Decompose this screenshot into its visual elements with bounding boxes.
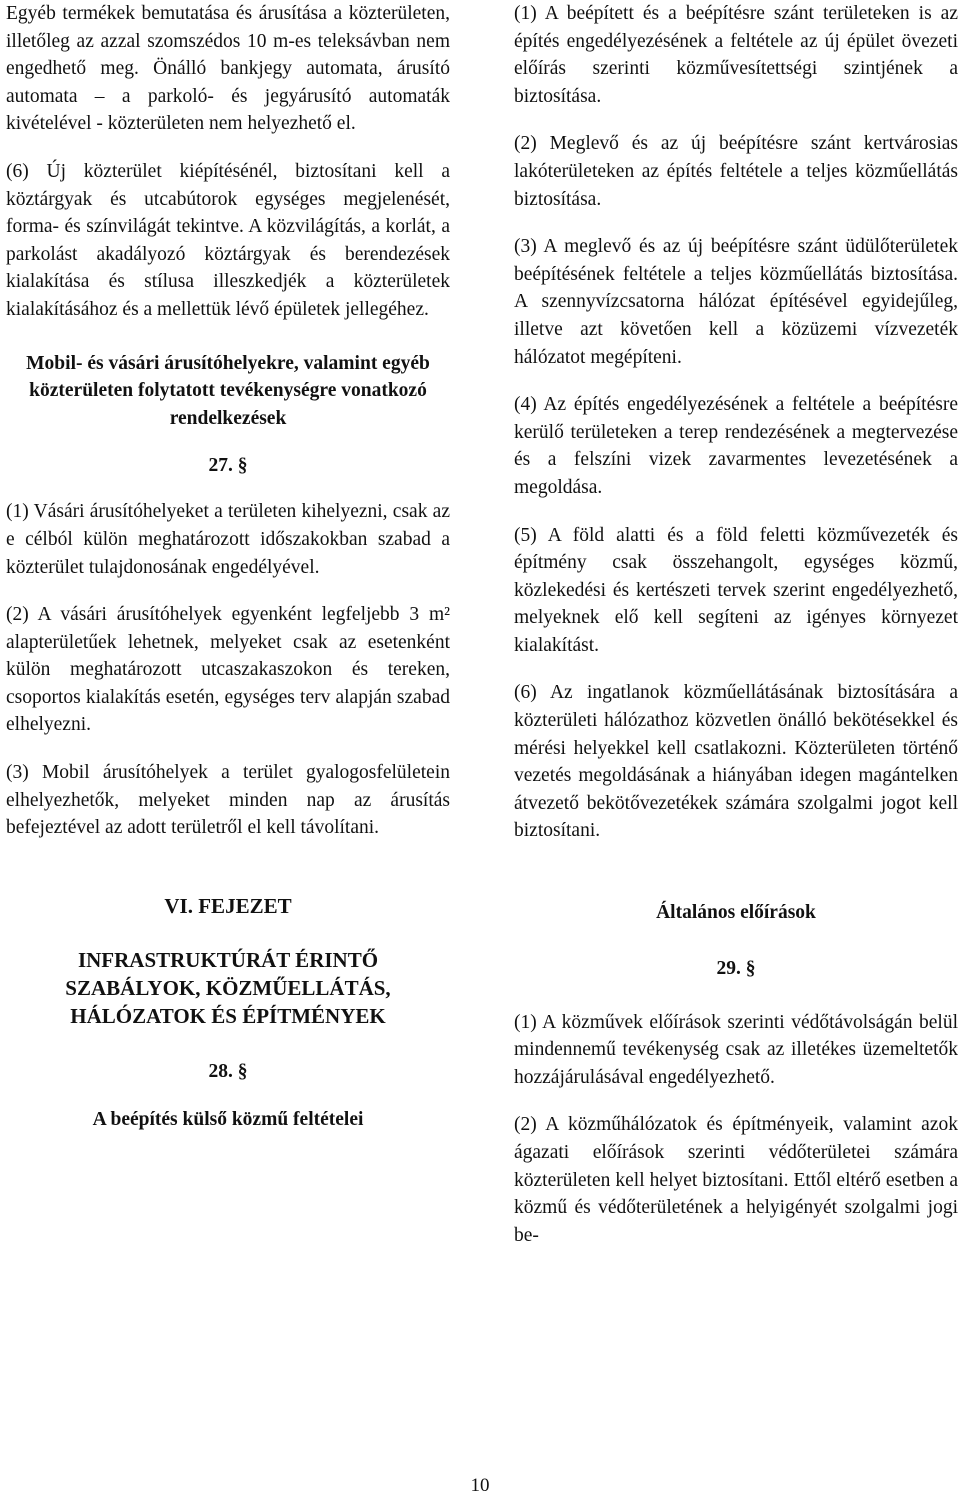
chapter-number: VI. FEJEZET [164, 893, 292, 918]
paragraph-6: (6) Új közterület kiépítésénél, biztosítani kell a köztárgyak és utcabútorok egységes megjelenését, forma- és színvilágát tekintve. A közvilágítás, a korlát, a parkolást akadályozó köztárgyak és berendezések kialakítása és stílusa illeszkedjék a közterületek kialakításához és a mellettük lévő épületek jellegéhez. [6, 160, 450, 320]
section-29-paragraph-2: (2) A közműhálózatok és építményeik, valamint azok ágazati előírások szerinti védőterületei számára közterületen kell helyet biztosítani. Ettől eltérő esetben a közmű és védőterületének a helyigényét szolgalmi jogi be- [514, 1114, 958, 1246]
section-28-paragraph-4: (4) Az építés engedélyezésének a feltétele a beépítésre kerülő területeken a terep rendezésének a megtervezése és a felszíni vizek zavarmentes levezetésének a megoldása. [514, 394, 958, 498]
page-number: 10 [470, 1475, 490, 1496]
section-29-paragraph-1: (1) A közművek előírások szerinti védőtávolságán belül mindennemű tevékenység csak az illetékes üzemeltetők hozzájárulásával engedélyezhető. [514, 1011, 958, 1088]
section-27-paragraph-1: (1) Vásári árusítóhelyeket a területen kihelyezni, csak az e célból külön meghatározott időszakokban szabad a közterület tulajdonosának engedélyével. [6, 501, 450, 578]
section-number-27: 27. § [208, 455, 248, 477]
paragraph-intro: Egyéb termékek bemutatása és árusítása a közterületen, illetőleg az azzal szomszédos 10 m-es teleksávban nem engedhető meg. Önálló bankjegy automata, árusító automata – a parkoló- és jegyárusító automaták kivételével - közterületen nem helyezhető el. [6, 3, 450, 135]
section-27-paragraph-3: (3) Mobil árusítóhelyek a terület gyalogosfelületein elhelyezhetők, melyeket minden nap az árusítás befejeztével az adott területről el kell távolítani. [6, 762, 450, 839]
chapter-title: INFRASTRUKTÚRÁT ÉRINTŐ SZABÁLYOK, KÖZMŰELLÁTÁS, HÁLÓZATOK ÉS ÉPÍTMÉNYEK [65, 947, 391, 1028]
section-number-29: 29. § [716, 957, 756, 979]
right-column [514, 0, 958, 1249]
left-column [6, 0, 450, 1133]
section-28-paragraph-1: (1) A beépített és a beépítésre szánt területeken is az építés engedélyezésének a feltétele az új épület övezeti előírás szerinti közművesítettségi szintjének a biztosítása. [514, 3, 958, 107]
section-28-paragraph-3: (3) A meglevő és az új beépítésre szánt üdülőterületek beépítésének feltétele a teljes közműellátás biztosítása. A szennyvízcsatorna hálózat építésével egyidejűleg, illetve azt követően kell a közüzemi vízvezeték hálózatot megépíteni. [514, 236, 958, 368]
section-28-paragraph-2: (2) Meglevő és az új beépítésre szánt kertvárosias lakóterületeken az építés feltétele a teljes közműellátás biztosítása. [514, 133, 958, 210]
section-28-paragraph-6: (6) Az ingatlanok közműellátásának biztosítására a közterületi hálózathoz közvetlen önálló bekötésekkel és mérési helyekkel kell csatlakozni. Közterületen történő vezetés megoldásának a hiányában idegen magántelken átvezető bekötővezetékek számára szolgalmi jogot kell biztosítani. [514, 682, 958, 842]
section-27-paragraph-2: (2) A vásári árusítóhelyek egyenként legfeljebb 3 m² alapterületűek lehetnek, melyeket csak az esetenként külön meghatározott utcaszakaszokon és tereken, csoportos kialakítás esetén, egységes terv alapján szabad elhelyezni. [6, 604, 450, 736]
section-heading-external-utilities: A beépítés külső közmű feltételei [92, 1108, 364, 1130]
section-28-paragraph-5: (5) A föld alatti és a föld feletti közművezeték és építmény csak összehangolt, egységes közmű, közlekedési és kertészeti tervek szerint engedélyezhető, melyeknek elő kell segíteni az igényes környezet kialakítást. [514, 524, 958, 656]
section-heading-mobile-vendors: Mobil- és vásári árusítóhelyekre, valamint egyéb közterületen folytatott tevékenységre vonatkozó rendelkezések [26, 352, 430, 429]
section-number-28: 28. § [208, 1060, 248, 1082]
section-heading-general-rules: Általános előírások [656, 902, 816, 924]
